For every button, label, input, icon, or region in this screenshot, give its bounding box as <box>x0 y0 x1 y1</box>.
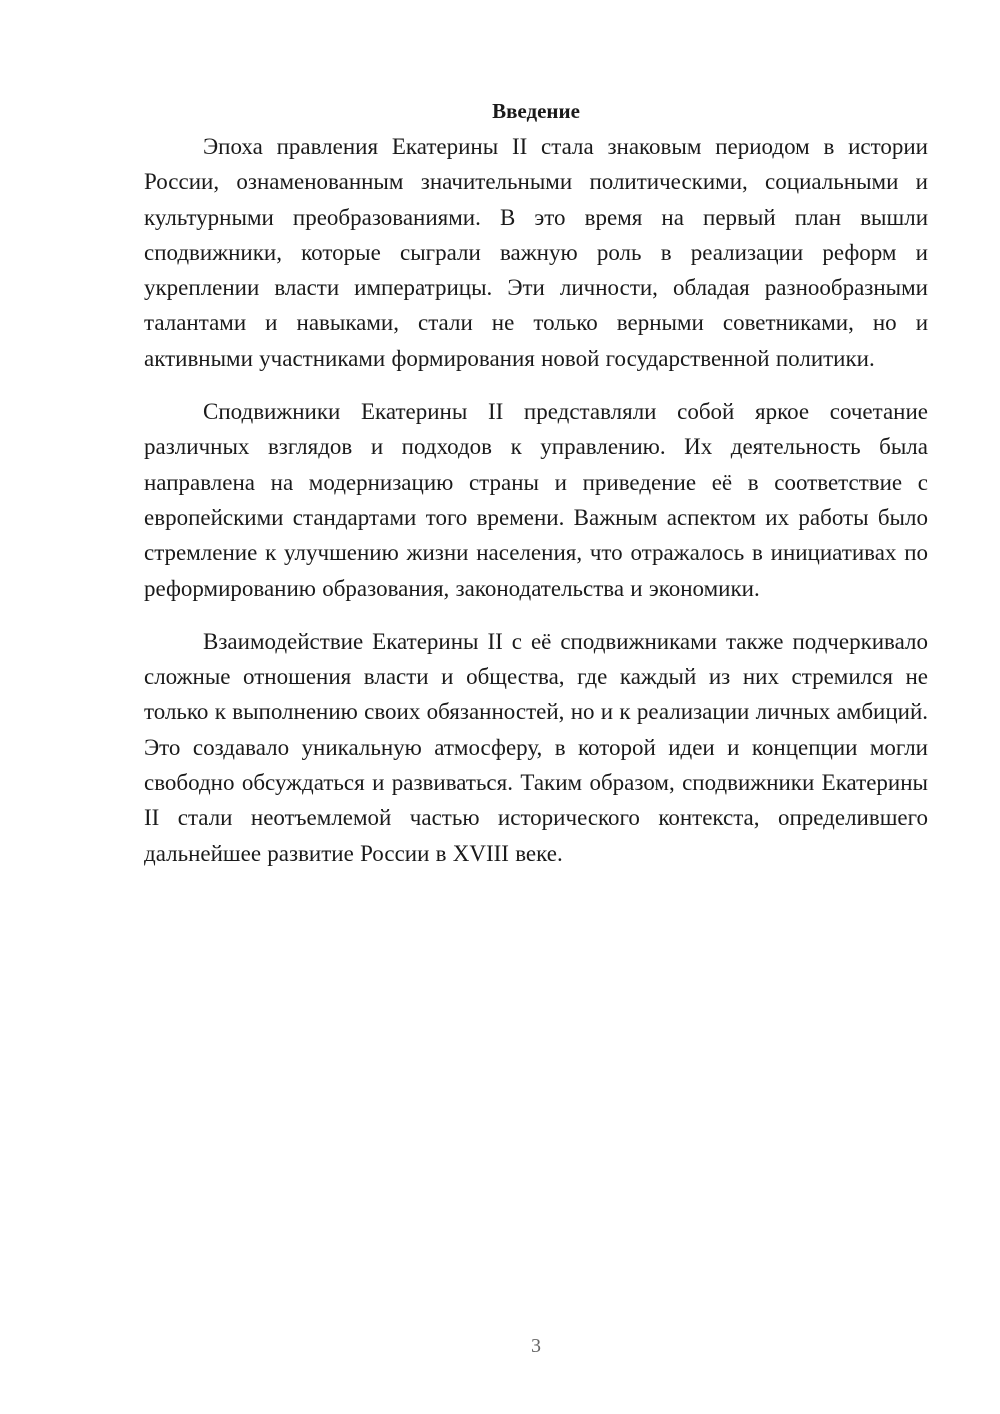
page-content <box>144 94 928 871</box>
section-title: Введение <box>492 99 580 123</box>
paragraph-1: Эпоха правления Екатерины II стала знаковым периодом в истории России, ознаменованным значительными политическими, социальными и культурными преобразованиями. В это время на первый план вышли сподвижники, которые сыграли важную роль в реализации реформ и укреплении власти императрицы. Эти личности, обладая разнообразными талантами и навыками, стали не только верными советниками, но и активными участниками формирования новой государственной политики. <box>144 134 928 371</box>
paragraph-2: Сподвижники Екатерины II представляли собой яркое сочетание различных взглядов и подходов к управлению. Их деятельность была направлена на модернизацию страны и приведение её в соответствие с европейскими стандартами того времени. Важным аспектом их работы было стремление к улучшению жизни населения, что отражалось в инициативах по реформированию образования, законодательства и экономики. <box>144 399 928 601</box>
page-number: 3 <box>531 1335 541 1357</box>
paragraph-3: Взаимодействие Екатерины II с её сподвижниками также подчеркивало сложные отношения власти и общества, где каждый из них стремился не только к выполнению своих обязанностей, но и к реализации личных амбиций. Это создавало уникальную атмосферу, в которой идеи и концепции могли свободно обсуждаться и развиваться. Таким образом, сподвижники Екатерины II стали неотъемлемой частью исторического контекста, определившего дальнейшее развитие России в XVIII веке. <box>144 628 928 866</box>
